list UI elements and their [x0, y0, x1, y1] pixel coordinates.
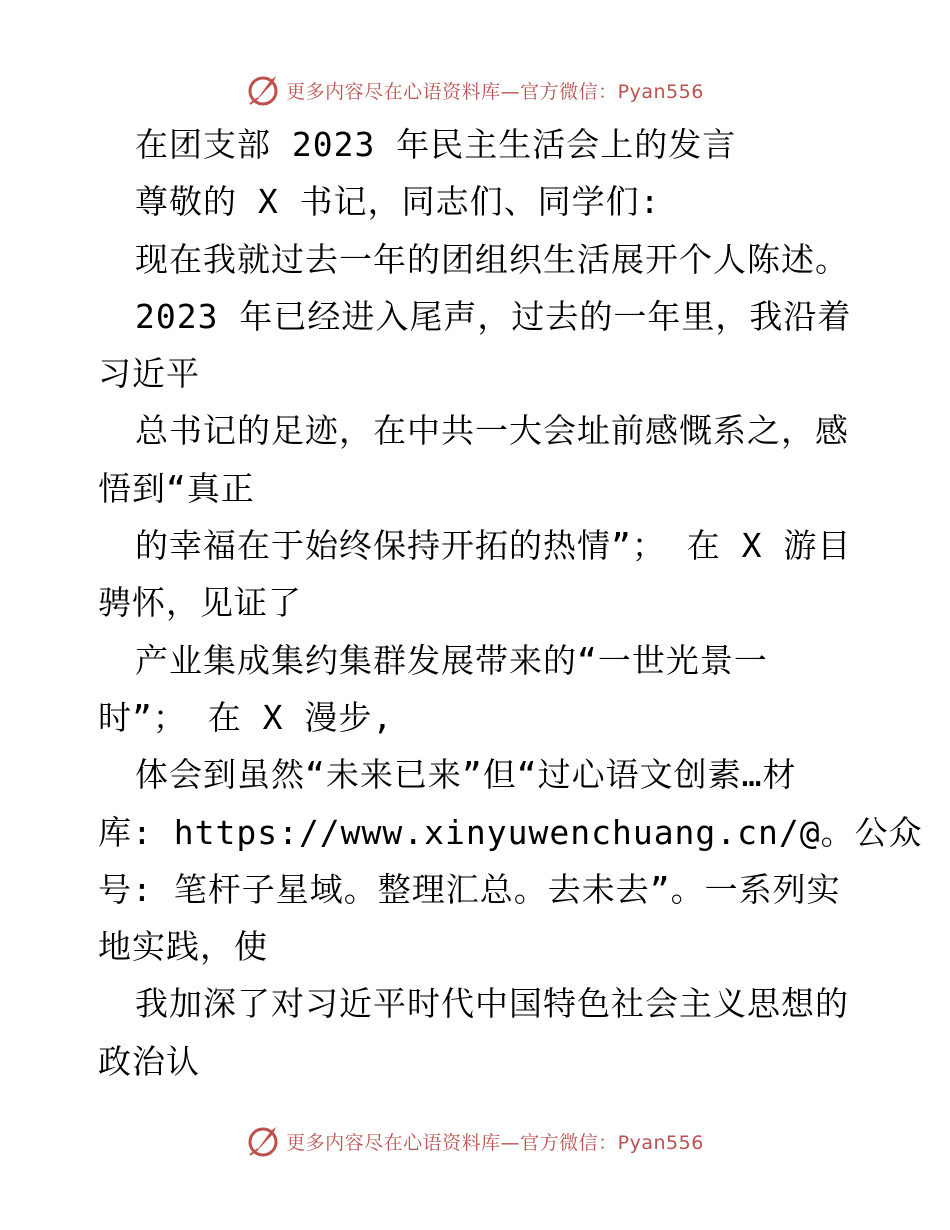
paragraph-line: 现在我就过去一年的团组织生活展开个人陈述。: [135, 239, 849, 279]
quill-pen-logo-icon: [246, 72, 282, 108]
paragraph-line: 体会到虽然“未来已来”但“过心语文创素…材: [135, 755, 797, 795]
footer-banner: [0, 1121, 950, 1161]
paragraph-line: 产业集成集约集群发展带来的“一世光景一: [135, 640, 768, 680]
header-banner-text: 更多内容尽在心语资料库—官方微信：Pyan556: [286, 80, 704, 103]
paragraph-line: 悟到“真正: [98, 468, 255, 508]
paragraph-line: 骋怀，见证了: [98, 583, 302, 623]
paragraph-line: 总书记的足迹，在中共一大会址前感慨系之，感: [135, 411, 849, 451]
document-body: [98, 116, 923, 1090]
paragraph-line: 时”； 在 X 漫步,: [98, 697, 394, 737]
paragraph-line: 我加深了对习近平时代中国特色社会主义思想的: [135, 984, 849, 1024]
salutation: 尊敬的 X 书记，同志们、同学们:: [135, 182, 661, 222]
paragraph-line: 政治认: [98, 1041, 200, 1081]
paragraph-line: 的幸福在于始终保持开拓的热情”； 在 X 游目: [135, 526, 852, 566]
paragraph-line: 库: https://www.xinyuwenchuang.cn/@。公众: [98, 812, 923, 852]
header-banner: [0, 70, 950, 110]
footer-banner-text: 更多内容尽在心语资料库—官方微信：Pyan556: [286, 1131, 704, 1154]
paragraph-line: 地实践，使: [98, 927, 268, 967]
paragraph-line: 习近平: [98, 354, 200, 394]
paragraph-line: 号: 笔杆子星域。整理汇总。去未去”。一系列实: [98, 869, 841, 909]
document-title: 在团支部 2023 年民主生活会上的发言: [135, 125, 737, 164]
paragraph-line: 2023 年已经进入尾声，过去的一年里，我沿着: [135, 296, 852, 336]
quill-pen-logo-icon: [246, 1123, 282, 1159]
